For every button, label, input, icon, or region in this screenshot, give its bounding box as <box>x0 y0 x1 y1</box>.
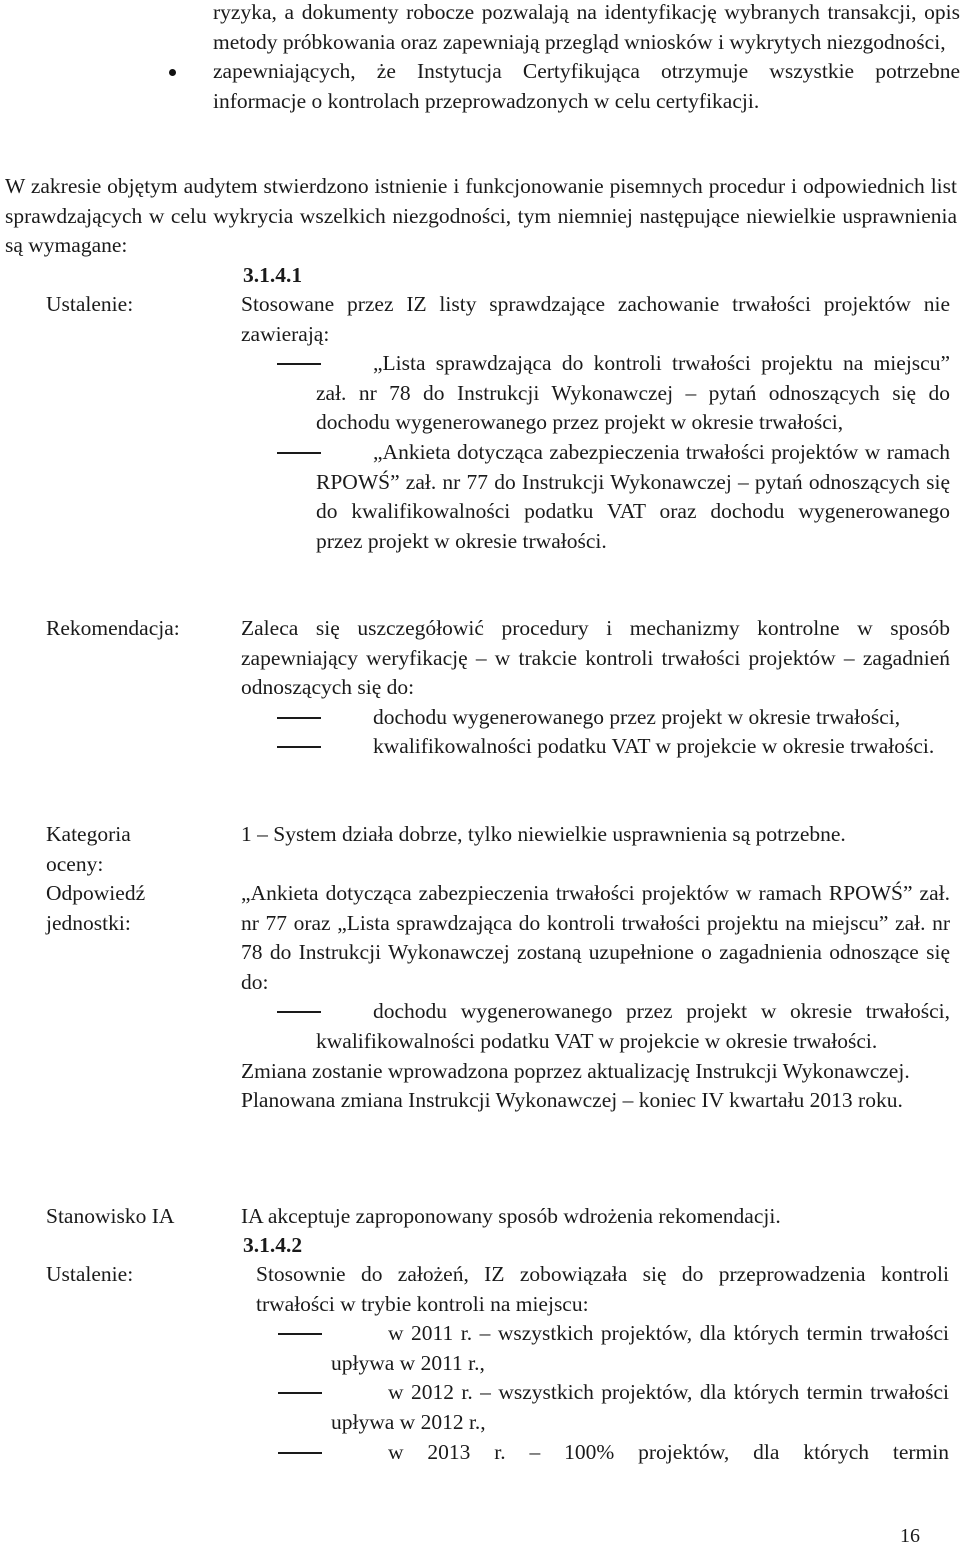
list-item <box>256 1378 949 1437</box>
dash-icon <box>278 1452 322 1454</box>
list-item <box>256 1438 949 1468</box>
list-item-text: dochodu wygenerowanego przez projekt w okresie trwałości, <box>373 704 901 729</box>
recommendation-text: Zaleca się uszczegółowić procedury i mechanizmy kontrolne w sposób zapewniający weryfikację – w trakcie kontroli trwałości projektów – zagadnień odnoszących się do: <box>241 616 950 700</box>
label-response: Odpowiedź jednostki: <box>46 881 146 935</box>
list-item-text: „Ankieta dotycząca zabezpieczenia trwałości projektów w ramach RPOWŚ” zał. nr 77 do Instrukcji Wykonawczej – pytań odnoszących się do kwalifikowalności podatku VAT oraz dochodu wygenerowanego przez projekt w okresie trwałości. <box>316 439 950 553</box>
label-category: Kategoria oceny: <box>46 822 131 876</box>
list-item <box>241 703 950 733</box>
finding-block <box>256 1260 949 1467</box>
list-item-text: w 2013 r. – 100% projektów, dla których termin <box>388 1439 949 1464</box>
recommendation-block <box>241 614 950 762</box>
dash-icon <box>277 363 321 365</box>
list-item-text: dochodu wygenerowanego przez projekt w okresie trwałości, kwalifikowalności podatku VAT w projekcie w okresie trwałości. <box>316 999 950 1053</box>
list-item-text: kwalifikowalności podatku VAT w projekcie w okresie trwałości. <box>373 734 935 759</box>
page-number: 16 <box>900 1525 920 1547</box>
finding-text: Stosowane przez IZ listy sprawdzające zachowanie trwałości projektów nie zawierają: <box>241 292 950 346</box>
section-number: 3.1.4.2 <box>243 1233 303 1257</box>
finding-block <box>241 290 950 556</box>
label-finding: Ustalenie: <box>46 1262 134 1286</box>
list-item-continuation: ryzyka, a dokumenty robocze pozwalają na identyfikację wybranych transakcji, opis metody próbkowania oraz zapewniają przegląd wniosków i wykrytych niezgodności, <box>213 0 960 54</box>
section-number: 3.1.4.1 <box>243 263 303 287</box>
category-text: 1 – System działa dobrze, tylko niewielkie usprawnienia są potrzebne. <box>241 822 846 846</box>
finding-text: Stosownie do założeń, IZ zobowiązała się do przeprowadzenia kontroli trwałości w trybie kontroli na miejscu: <box>256 1262 949 1316</box>
dash-icon <box>277 746 321 748</box>
bullet-icon <box>169 69 176 76</box>
response-block <box>241 879 950 1116</box>
list-item-text: w 2011 r. – wszystkich projektów, dla których termin trwałości upływa w 2011 r., <box>331 1321 949 1375</box>
response-note: Planowana zmiana Instrukcji Wykonawczej – koniec IV kwartału 2013 roku. <box>241 1088 903 1113</box>
label-position: Stanowisko IA <box>46 1204 175 1228</box>
position-text: IA akceptuje zaproponowany sposób wdrożenia rekomendacji. <box>241 1204 781 1228</box>
dash-icon <box>278 1392 322 1394</box>
response-text: „Ankieta dotycząca zabezpieczenia trwałości projektów w ramach RPOWŚ” zał. nr 77 oraz „Lista sprawdzająca do kontroli trwałości projektu na miejscu” zał. nr 78 do Instrukcji Wykonawczej zostaną uzupełnione o zagadnienia odnoszące się do: <box>241 881 950 994</box>
dash-icon <box>277 452 321 454</box>
list-item <box>213 57 960 116</box>
list-item-text: w 2012 r. – wszystkich projektów, dla których termin trwałości upływa w 2012 r., <box>331 1380 949 1434</box>
dash-icon <box>278 1333 322 1335</box>
list-item <box>241 438 950 556</box>
label-finding: Ustalenie: <box>46 292 134 316</box>
dash-icon <box>277 1011 321 1013</box>
list-item-text: zapewniających, że Instytucja Certyfikująca otrzymuje wszystkie potrzebne informacje o kontrolach przeprowadzonych w celu certyfikacji. <box>213 59 960 113</box>
list-item <box>241 349 950 438</box>
response-note: Zmiana zostanie wprowadzona poprzez aktualizację Instrukcji Wykonawczej. <box>241 1058 910 1083</box>
top-bullet-list <box>213 0 960 116</box>
intro-paragraph: W zakresie objętym audytem stwierdzono istnienie i funkcjonowanie pisemnych procedur i odpowiednich list sprawdzających w celu wykrycia wszelkich niezgodności, tym niemniej następujące niewielkie usprawnienia są wymagane: <box>5 174 957 258</box>
list-item-text: „Lista sprawdzająca do kontroli trwałości projektu na miejscu” zał. nr 78 do Instrukcji Wykonawczej – pytań odnoszących się do dochodu wygenerowanego przez projekt w okresie trwałości, <box>316 351 950 435</box>
list-item <box>241 732 950 762</box>
list-item <box>256 1319 949 1378</box>
label-recommendation: Rekomendacja: <box>46 616 180 640</box>
list-item <box>241 997 950 1056</box>
dash-icon <box>277 717 321 719</box>
